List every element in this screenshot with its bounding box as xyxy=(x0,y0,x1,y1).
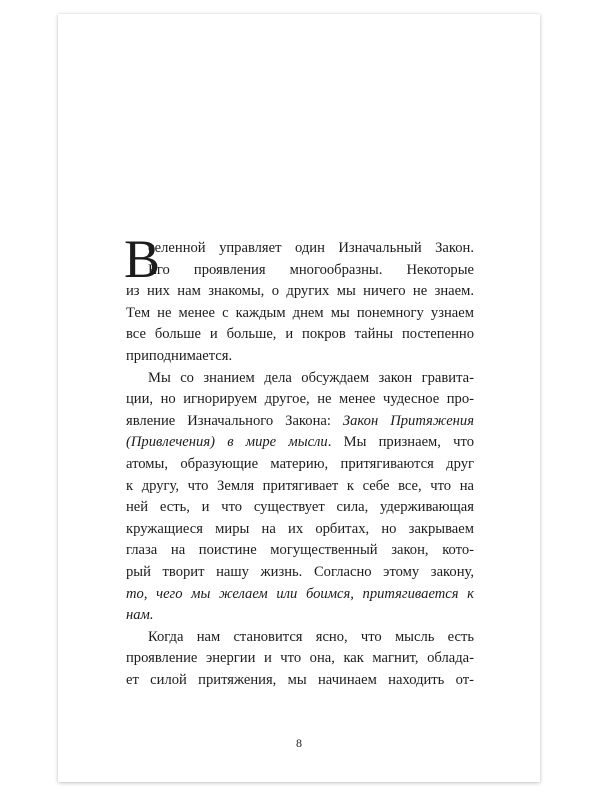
text-line: проявление энергии и что она, как магнит, облада- xyxy=(126,650,474,667)
body-text xyxy=(124,229,475,691)
italic-line: нам. xyxy=(126,607,154,624)
text-run: . Мы признаем, что xyxy=(327,434,474,451)
text-line: Мы со знанием дела обсуждаем закон гравита- xyxy=(148,369,474,386)
paragraph-2 xyxy=(126,368,474,627)
text-line: ней есть, и что существует сила, удерживающая xyxy=(126,499,474,516)
text-line: рый творит нашу жизнь. Согласно этому закону, xyxy=(126,563,474,580)
italic-run: Закон Притяжения xyxy=(342,412,475,429)
paragraph-1 xyxy=(124,229,474,368)
text-line xyxy=(126,432,474,454)
text-line: глаза на поистине могущественный закон, кото- xyxy=(126,542,474,559)
text-line: атомы, образующие материю, притягиваются друг xyxy=(126,455,474,472)
drop-cap: В xyxy=(124,229,161,289)
italic-run: (Привлечения) в мире мысли xyxy=(126,434,328,451)
page-number: 8 xyxy=(296,736,302,750)
paragraph-3 xyxy=(126,627,474,692)
text-line: ции, но игнорируем другое, не менее чудесное про- xyxy=(126,391,474,408)
text-line: из них нам знакомы, о других мы ничего не знаем. xyxy=(126,283,474,300)
text-line: Его проявления многообразны. Некоторые xyxy=(148,261,474,278)
text-line: кружащиеся миры на их орбитах, но закрываем xyxy=(126,520,474,537)
text-line: ет силой притяжения, мы начинаем находить от- xyxy=(126,671,474,688)
text-line: Когда нам становится ясно, что мысль есть xyxy=(148,628,474,645)
text-line xyxy=(126,411,474,433)
text-line: к другу, что Земля притягивает к себе все, что на xyxy=(126,477,474,494)
text-line: Тем не менее с каждым днем мы понемногу узнаем xyxy=(126,304,474,321)
book-page xyxy=(58,14,540,782)
text-line: селенной управляет один Изначальный Закон. xyxy=(148,240,474,256)
text-line: приподнимается. xyxy=(126,347,233,364)
text-line: все больше и больше, и покров тайны постепенно xyxy=(126,326,474,343)
text-run: явление Изначального Закона: xyxy=(126,412,343,429)
italic-line: то, чего мы желаем или боимся, притягивается к xyxy=(126,585,474,602)
